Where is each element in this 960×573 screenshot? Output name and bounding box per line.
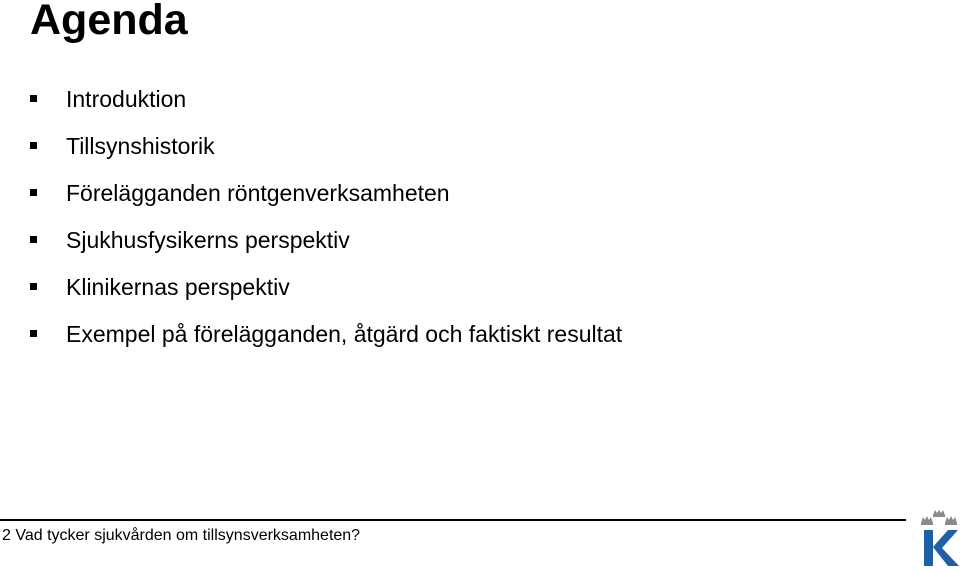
- agenda-item-label: Förelägganden röntgenverksamheten: [66, 179, 450, 206]
- square-bullet-icon: [30, 283, 37, 290]
- agenda-item-sjukhusfysikerns: [30, 216, 622, 263]
- agenda-item-label: Introduktion: [66, 85, 187, 112]
- agenda-item-label: Klinikernas perspektiv: [66, 273, 290, 300]
- footer-text: 2 Vad tycker sjukvården om tillsynsverksamheten?: [2, 527, 361, 544]
- square-bullet-icon: [30, 189, 37, 196]
- agenda-item-tillsynshistorik: [30, 122, 622, 169]
- agenda-item-introduktion: [30, 75, 622, 122]
- agenda-item-klinikernas: [30, 263, 622, 310]
- footer-divider: [0, 519, 906, 521]
- agenda-list: [30, 75, 622, 357]
- square-bullet-icon: [30, 142, 37, 149]
- agenda-item-exempel: [30, 310, 622, 357]
- agenda-item-label: Exempel på förelägganden, åtgärd och faktiskt resultat: [66, 320, 623, 347]
- crown-k-logo-icon: [918, 510, 960, 568]
- agenda-item-forelagganden: [30, 169, 622, 216]
- agenda-item-label: Sjukhusfysikerns perspektiv: [66, 226, 350, 253]
- square-bullet-icon: [30, 236, 37, 243]
- square-bullet-icon: [30, 95, 37, 102]
- agenda-item-label: Tillsynshistorik: [66, 132, 215, 159]
- square-bullet-icon: [30, 330, 37, 337]
- slide-title: Agenda: [30, 0, 188, 44]
